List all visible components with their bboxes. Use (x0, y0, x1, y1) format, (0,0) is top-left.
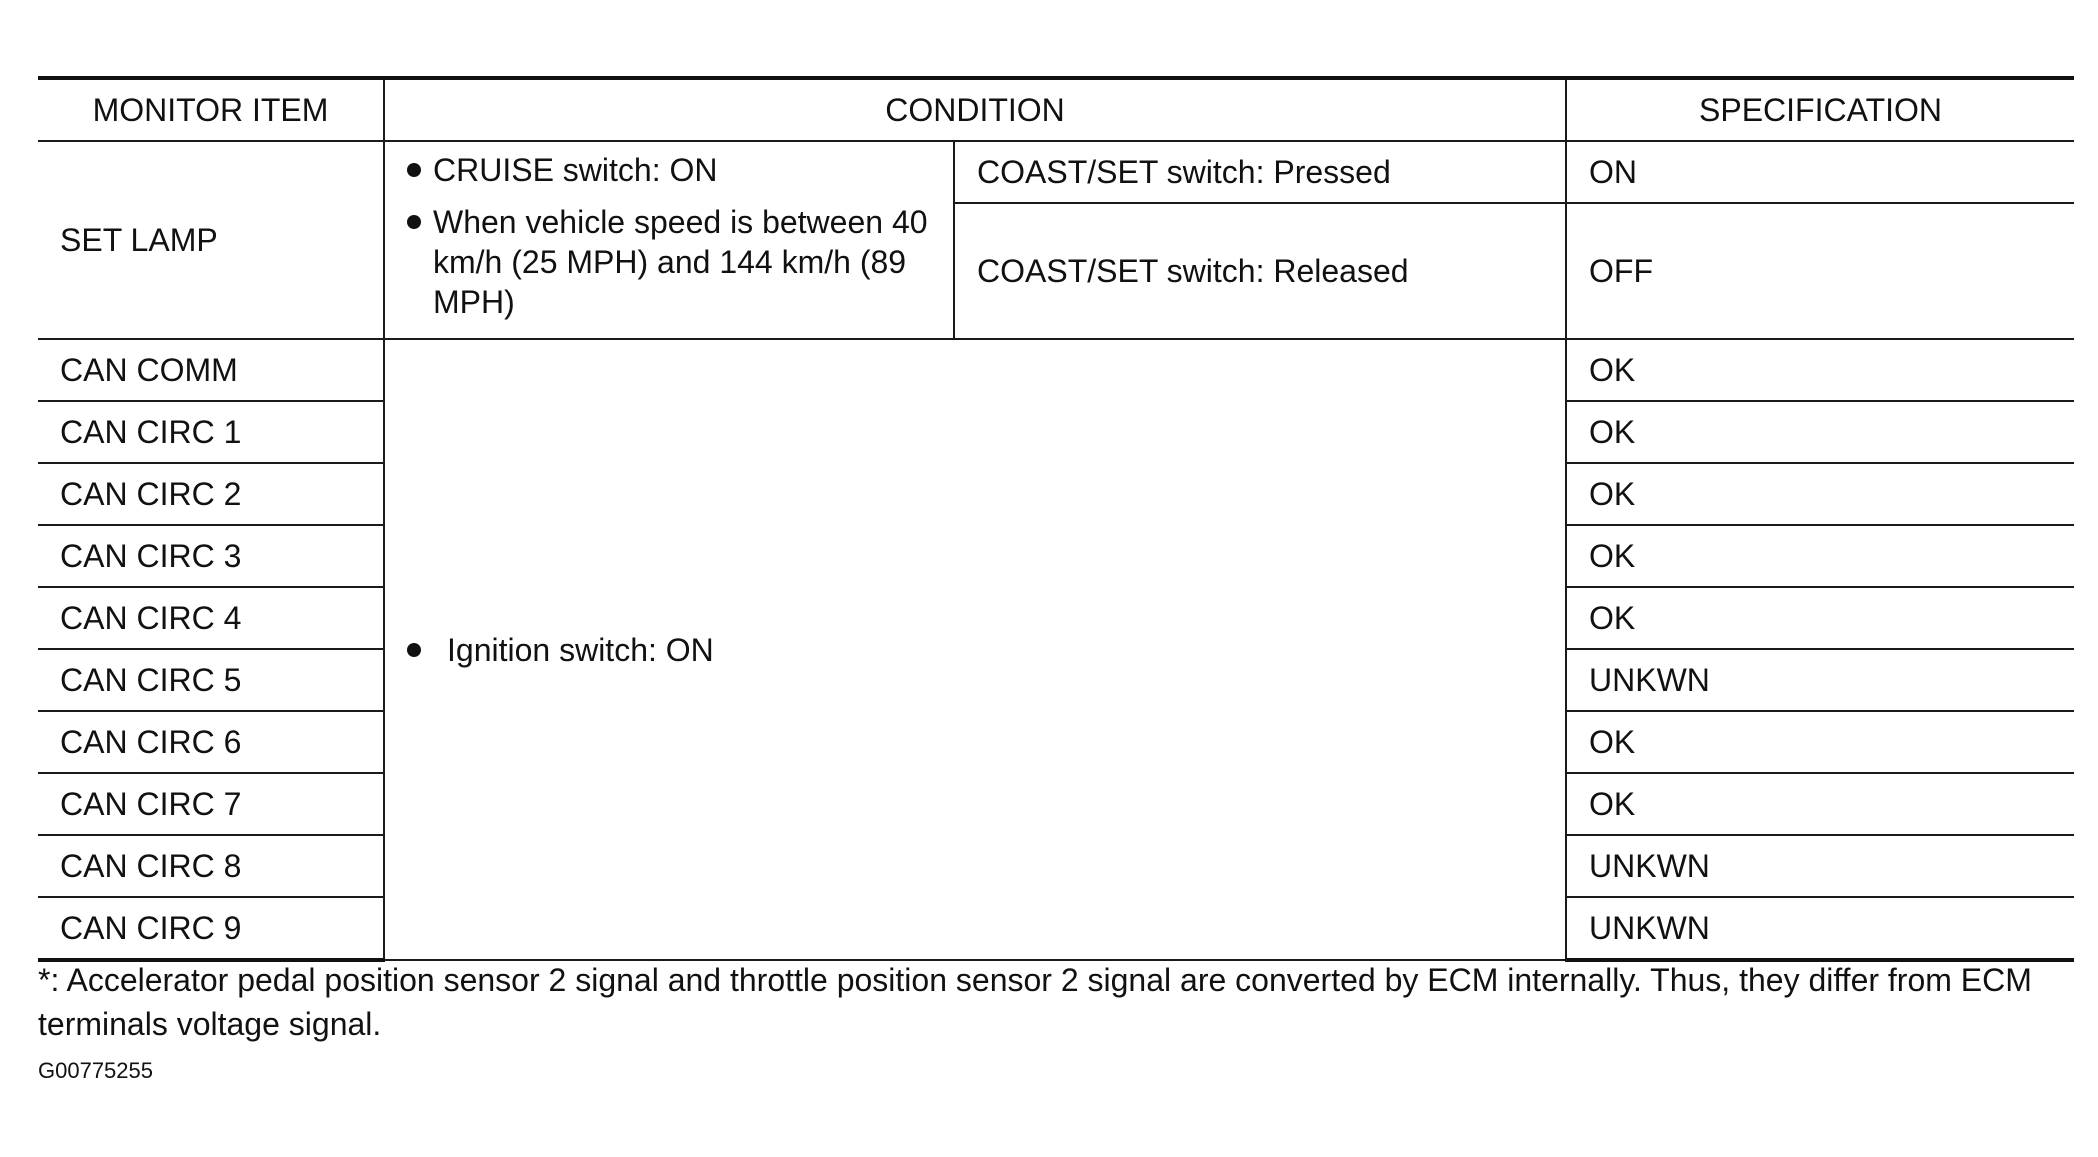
list-item (407, 202, 937, 322)
can-spec: OK (1566, 711, 2074, 773)
can-item: CAN CIRC 3 (38, 525, 384, 587)
set-lamp-item: SET LAMP (38, 141, 384, 339)
figure-id: G00775255 (38, 1058, 153, 1083)
ignition-switch-condition: Ignition switch: ON (447, 631, 714, 668)
can-spec: OK (1566, 587, 2074, 649)
can-item: CAN COMM (38, 339, 384, 401)
can-item: CAN CIRC 1 (38, 401, 384, 463)
header-condition: CONDITION (384, 78, 1566, 141)
can-item: CAN CIRC 7 (38, 773, 384, 835)
footnote: *: Accelerator pedal position sensor 2 signal and throttle position sensor 2 signal are converted by ECM internally. Thus, they differ from ECM terminals voltage signal. (38, 962, 2032, 1042)
list-item (407, 150, 937, 190)
header-monitor-item: MONITOR ITEM (38, 78, 384, 141)
coast-set-released-spec: OFF (1566, 203, 2074, 339)
cruise-switch-condition: CRUISE switch: ON (433, 152, 718, 188)
bullet-icon (407, 163, 421, 177)
coast-set-released-condition: COAST/SET switch: Released (954, 203, 1566, 339)
coast-set-pressed-condition: COAST/SET switch: Pressed (954, 141, 1566, 203)
can-spec: UNKWN (1566, 835, 2074, 897)
header-specification: SPECIFICATION (1566, 78, 2074, 141)
can-spec: OK (1566, 525, 2074, 587)
table-header-row (38, 78, 2074, 141)
can-item: CAN CIRC 4 (38, 587, 384, 649)
can-spec: OK (1566, 401, 2074, 463)
coast-set-pressed-spec: ON (1566, 141, 2074, 203)
bullet-icon (407, 643, 421, 657)
vehicle-speed-condition: When vehicle speed is between 40 km/h (25 MPH) and 144 km/h (89 MPH) (433, 204, 928, 320)
can-spec: UNKWN (1566, 649, 2074, 711)
table-row (38, 141, 2074, 203)
can-spec: OK (1566, 463, 2074, 525)
set-lamp-conditions (384, 141, 954, 339)
can-item: CAN CIRC 8 (38, 835, 384, 897)
can-spec: OK (1566, 773, 2074, 835)
can-item: CAN CIRC 5 (38, 649, 384, 711)
table-row (38, 339, 2074, 401)
can-spec: UNKWN (1566, 897, 2074, 960)
list-item (407, 630, 1565, 670)
can-item: CAN CIRC 6 (38, 711, 384, 773)
can-spec: OK (1566, 339, 2074, 401)
monitor-spec-table (38, 76, 2074, 962)
can-item: CAN CIRC 9 (38, 897, 384, 960)
can-item: CAN CIRC 2 (38, 463, 384, 525)
ignition-condition-cell (384, 339, 1566, 960)
bullet-icon (407, 215, 421, 229)
